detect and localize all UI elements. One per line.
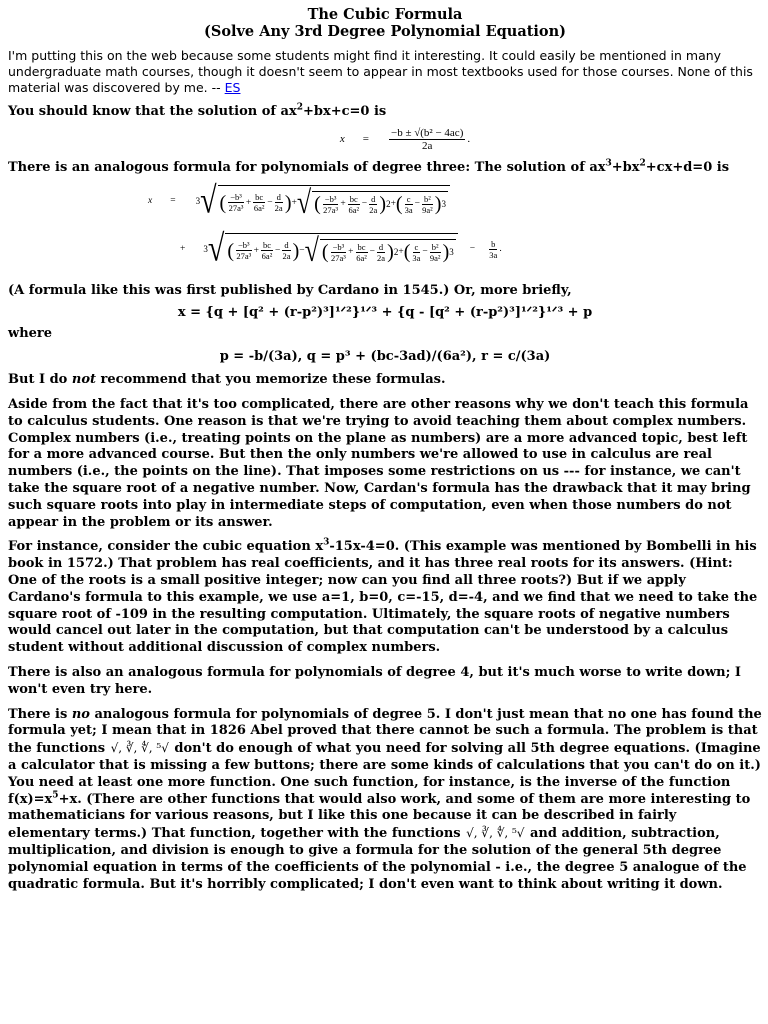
quadratic-denominator: 2a: [421, 139, 433, 152]
formula-x: x: [339, 133, 345, 146]
quadratic-lead-end: +bx+c=0 is: [302, 104, 387, 119]
where-label: where: [8, 326, 53, 342]
intro-paragraph: [8, 48, 762, 96]
quadratic-fraction: [389, 127, 465, 152]
cardano-plus: +: [180, 244, 186, 255]
cardano-row-1: x = 3 √ ( $\frac{\text{−b³}}{\text{27a³}}$ + $\frac{bc}{\text{6a²}}$ − $\frac{d}{2a}$ ) + √ ( $\frac{\text{−b³}}{\text{27a³}}$ + $\frac{bc}{\text{6a²}}$ − $\frac{d}{2a}$ ) 2 + ( $\frac{c}{3a}$ − $\frac{\text{b²}}{\text{9a²}}$ ) 3: [148, 185, 450, 218]
cubic-lead-end: +cx+d=0 is: [645, 159, 730, 175]
cubic-exponent-3: 3: [605, 158, 612, 169]
cardano-equals: =: [170, 196, 176, 207]
memorize-paragraph: But I do not recommend that you memorize these formulas.: [8, 372, 446, 388]
cardano-row-2: + 3 √ ( $\frac{\text{−b³}}{\text{27a³}}$ + $\frac{bc}{\text{6a²}}$ − $\frac{d}{2a}$ ) − √ ( $\frac{\text{−b³}}{\text{27a³}}$ + $\frac{bc}{\text{6a²}}$ − $\frac{d}{2a}$ ) 2 + ( $\frac{c}{3a}$ − $\frac{\text{b²}}{\text{9a²}}$ ) 3 − $\frac{b}{3a}$ .: [180, 227, 502, 270]
cardano-x: x: [148, 196, 153, 207]
intro-text: I'm putting this on the web because some students might find it interesting. It could easily be mentioned in many undergraduate math courses, though it doesn't seem to appear in most textbooks used for those courses. None of this material was discovered by me. --: [8, 48, 753, 95]
formula-period: .: [467, 133, 471, 146]
cube-root-radicand-2: ( $\frac{\text{−b³}}{\text{27a³}}$ + $\frac{bc}{\text{6a²}}$ − $\frac{d}{2a}$ ) − √ ( $\frac{\text{−b³}}{\text{27a³}}$ + $\frac{bc}{\text{6a²}}$ − $\frac{d}{2a}$ ) 2 + ( $\frac{c}{3a}$ − $\frac{\text{b²}}{\text{9a²}}$ ) 3: [225, 233, 457, 266]
author-link[interactable]: ES: [224, 80, 241, 95]
quadratic-numerator: −b ± √(b² − 4ac): [390, 126, 464, 139]
cubic-lead: [8, 160, 762, 177]
brief-formula: x = {q + [q² + (r-p²)³]¹ᐟ²}¹ᐟ³ + {q - [q² + (r-p²)³]¹ᐟ²}¹ᐟ³ + p: [177, 305, 593, 321]
complex-numbers-paragraph: Aside from the fact that it's too complicated, there are other reasons why we don't teach this formula to calculus students. One reason is that we're trying to avoid teaching them about complex numbers. Complex numbers (i.e., treating points on the plane as numbers) are a more advanced topic, best left for a more advanced course. But then the only numbers we're allowed to use in calculus are real numbers (i.e., the points on the line). That imposes some restrictions on us --- for instance, we can't take the square root of a negative number. Now, Cardan's formula has the drawback that it may bring such square roots into play in intermediate steps of computation, even when those numbers do not appear in the problem or its answer.: [8, 396, 751, 530]
cube-root-sign-2: √: [207, 227, 225, 270]
cube-root-radicand: ( $\frac{\text{−b³}}{\text{27a³}}$ + $\frac{bc}{\text{6a²}}$ − $\frac{d}{2a}$ ) + √ ( $\frac{\text{−b³}}{\text{27a³}}$ + $\frac{bc}{\text{6a²}}$ − $\frac{d}{2a}$ ) 2 + ( $\frac{c}{3a}$ − $\frac{\text{b²}}{\text{9a²}}$ ) 3: [218, 185, 450, 218]
square-root-sign: √: [296, 183, 312, 221]
page-title: The Cubic Formula: [307, 6, 463, 23]
formula-equals: =: [362, 133, 369, 146]
definitions-formula: p = -b/(3a), q = p³ + (bc-3ad)/(6a²), r = c/(3a): [219, 349, 551, 365]
quadratic-exponent: 2: [296, 102, 303, 113]
page-subtitle: (Solve Any 3rd Degree Polynomial Equation): [203, 23, 566, 40]
cardano-formula: [8, 179, 762, 275]
square-root-radicand: ( $\frac{\text{−b³}}{\text{27a³}}$ + $\frac{bc}{\text{6a²}}$ − $\frac{d}{2a}$ ) 2 + ( $\frac{c}{3a}$ − $\frac{\text{b²}}{\text{9a²}}$ ) 3: [312, 191, 448, 215]
cubic-lead-text: There is an analogous formula for polynomials of degree three: The solution of ax: [8, 159, 606, 175]
quadratic-formula: [48, 127, 762, 152]
quartic-paragraph: There is also an analogous formula for polynomials of degree 4, but it's much worse to write down; I won't even try here.: [8, 664, 742, 697]
cubic-lead-mid: +bx: [611, 159, 640, 175]
quadratic-lead: [8, 104, 762, 121]
root-functions-icon-2: √, ∛, ∜, ⁵√: [466, 826, 525, 841]
cube-root-sign: √: [200, 179, 217, 222]
root-functions-icon: √, ∛, ∜, ⁵√: [110, 741, 169, 756]
bombelli-paragraph: For instance, consider the cubic equation $x^3-15x-4=0$. (This example was mentioned by Bombelli in his book in 1572.) That problem has real coefficients, and it has three real roots for its answers. (Hint: One of the roots is a small positive integer; now can you find all three roots?) But if we apply Cardano's formula to this example, we use a=1, b=0, c=-15, d=-4, and we find that we need to take the square root of -109 in the resulting computation. Ultimately, the square roots of negative numbers would cancel out later in the computation, but that computation can't be understood by a calculus student without additional discussion of complex numbers.: [8, 538, 758, 656]
quadratic-lead-text: You should know that the solution of ax: [8, 104, 297, 119]
cardano-note: (A formula like this was first published by Cardano in 1545.) Or, more briefly,: [8, 282, 572, 298]
quintic-paragraph: There is no analogous formula for polynomials of degree 5. I don't just mean that no one has found the formula yet; I mean that in 1826 Abel proved that there cannot be such a formula. The problem is that the functions √, ∛, ∜, ⁵√ don't do enough of what you need for solving all 5th degree equations. (Imagine a calculator that is missing a few buttons; there are some kinds of calculations that you can't do on it.) You need at least one more function. One such function, for instance, is the inverse of the function $f(x)=x^5+x$. (There are other functions that would also work, and some of them are more interesting to mathematicians for various reasons, but I like this one because it can be described in fairly elementary terms.) That function, together with the functions √, ∛, ∜, ⁵√ and addition, subtraction, multiplication, and division is enough to give a formula for the solution of the general 5th degree polynomial equation in terms of the coefficients of the polynomial - i.e., the degree 5 analogue of the quadratic formula. But it's horribly complicated; I don't even want to think about writing it down.: [8, 706, 762, 892]
cubic-exponent-2: 2: [639, 158, 646, 169]
